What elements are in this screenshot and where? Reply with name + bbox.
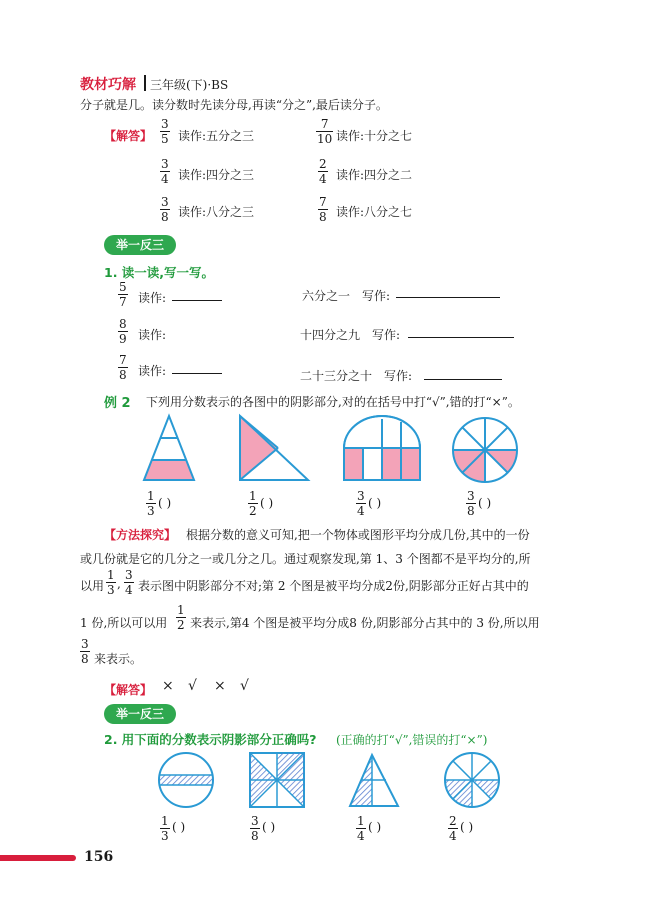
- figure-triangle-bands: [144, 416, 194, 480]
- ex1-chinese-2: 十四分之九: [300, 328, 361, 342]
- ex1-write-blank-2[interactable]: [408, 326, 514, 338]
- ex1-fraction-1: $\frac{5}{7}$: [119, 280, 127, 309]
- reading-text-3: 读作:四分之三: [178, 168, 255, 182]
- figure-circle-band: [159, 753, 213, 807]
- footer-red-bar: [0, 855, 76, 861]
- page-number: 156: [84, 849, 114, 865]
- exercise1-title: 1. 读一读,写一写。: [104, 265, 215, 280]
- figure-square-triangles: [250, 753, 304, 807]
- ex2-paren-2[interactable]: ( ): [260, 496, 274, 510]
- ex3-fraction-3: $\frac{1}{4}$: [357, 814, 365, 843]
- reading-text-4: 读作:四分之二: [336, 168, 413, 182]
- ex1-write-label-3: 写作:: [384, 369, 413, 383]
- reading-fraction-6: $\frac{7}{8}$: [319, 195, 327, 224]
- method-line-2: 或几份就是它的几分之一或几分之几。通过观察发现,第 1、3 个图都不是平均分的,所: [80, 552, 531, 566]
- ex1-fraction-3: $\frac{7}{8}$: [119, 353, 127, 382]
- ex1-write-blank-1[interactable]: [396, 286, 500, 298]
- header-divider: [144, 75, 146, 91]
- ex3-fraction-2: $\frac{3}{8}$: [251, 814, 259, 843]
- reading-fraction-4: $\frac{2}{4}$: [319, 157, 327, 186]
- answer2-mark-4: √: [240, 678, 249, 694]
- answer2-mark-3: ×: [214, 678, 226, 694]
- ex3-paren-4[interactable]: ( ): [460, 820, 474, 834]
- example2-figures: [130, 410, 540, 490]
- practice-badge-1: 举一反三: [104, 235, 176, 255]
- reading-text-6: 读作:八分之七: [336, 205, 413, 219]
- method-line-4-pre: 1 份,所以可以用: [80, 616, 168, 630]
- figure-triangle-split: [350, 755, 398, 806]
- exercise2-title: 2. 用下面的分数表示阴影部分正确吗?: [104, 732, 317, 747]
- reading-fraction-5: $\frac{3}{8}$: [161, 195, 169, 224]
- answer2-mark-1: ×: [162, 678, 174, 694]
- reading-text-2: 读作:十分之七: [336, 129, 413, 143]
- ex1-write-label-2: 写作:: [372, 328, 401, 342]
- reading-fraction-2: $\frac{7}{10}$: [317, 117, 333, 146]
- example2-label: 例 2: [104, 396, 131, 411]
- ex1-read-blank-1[interactable]: [172, 289, 222, 301]
- ex1-fraction-2: $\frac{8}{9}$: [119, 317, 127, 346]
- answer2-mark-2: √: [188, 678, 197, 694]
- answer2-label: 【解答】: [104, 683, 153, 697]
- method-line-4-post: 来表示,第4 个图是被平均分成8 份,阴影部分占其中的 3 份,所以用: [190, 616, 540, 630]
- method-fraction-3: $\frac{1}{2}$: [177, 603, 185, 632]
- ex3-fraction-1: $\frac{1}{3}$: [161, 814, 169, 843]
- figure-circle-eighths: [453, 418, 517, 482]
- ex1-chinese-1: 六分之一: [302, 289, 351, 303]
- ex2-fraction-1: $\frac{1}{3}$: [147, 489, 155, 518]
- ex3-fraction-4: $\frac{2}{4}$: [449, 814, 457, 843]
- ex1-chinese-3: 二十三分之十: [300, 369, 373, 383]
- method-fraction-4: $\frac{3}{8}$: [81, 637, 89, 666]
- book-title: 教材巧解: [80, 77, 136, 93]
- book-subtitle: 三年级(下)·BS: [150, 78, 229, 92]
- method-comma: ,: [117, 577, 121, 591]
- method-line-1: 根据分数的意义可知,把一个物体或图形平均分成几份,其中的一份: [186, 528, 530, 542]
- figure-arch: [344, 416, 420, 480]
- method-fraction-2: $\frac{3}{4}$: [125, 568, 133, 597]
- ex2-paren-3[interactable]: ( ): [368, 496, 382, 510]
- ex1-read-label-3: 读作:: [138, 364, 167, 378]
- figure-right-triangle: [240, 416, 308, 480]
- example2-question: 下列用分数表示的各图中的阴影部分,对的在括号中打“√”,错的打“×”。: [146, 395, 520, 409]
- ex1-write-label-1: 写作:: [362, 289, 391, 303]
- method-fraction-1: $\frac{1}{3}$: [107, 568, 115, 597]
- ex2-paren-1[interactable]: ( ): [158, 496, 172, 510]
- ex1-read-blank-3[interactable]: [172, 362, 222, 374]
- reading-fraction-1: $\frac{3}{5}$: [161, 117, 169, 146]
- exercise2-figures: [150, 750, 510, 810]
- reading-text-1: 读作:五分之三: [178, 129, 255, 143]
- answer-label: 【解答】: [104, 129, 153, 143]
- method-line-3-post: 表示图中阴影部分不对;第 2 个图是被平均分成2份,阴影部分正好占其中的: [138, 579, 529, 593]
- ex2-fraction-2: $\frac{1}{2}$: [249, 489, 257, 518]
- figure-circle-quarters: [445, 753, 499, 807]
- ex2-paren-4[interactable]: ( ): [478, 496, 492, 510]
- intro-text: 分子就是几。读分数时先读分母,再读“分之”,最后读分子。: [80, 98, 388, 112]
- ex3-paren-3[interactable]: ( ): [368, 820, 382, 834]
- ex2-fraction-4: $\frac{3}{8}$: [467, 489, 475, 518]
- ex2-fraction-3: $\frac{3}{4}$: [357, 489, 365, 518]
- ex3-paren-1[interactable]: ( ): [172, 820, 186, 834]
- method-line-5: 来表示。: [94, 652, 143, 666]
- practice-badge-2: 举一反三: [104, 704, 176, 724]
- method-label: 【方法探究】: [104, 528, 177, 542]
- ex1-read-label-1: 读作:: [138, 291, 167, 305]
- ex1-read-label-2: 读作:: [138, 328, 167, 342]
- exercise2-note: (正确的打“√”,错误的打“×”): [336, 733, 488, 747]
- reading-fraction-3: $\frac{3}{4}$: [161, 157, 169, 186]
- method-line-3-pre: 以用: [80, 579, 105, 593]
- reading-text-5: 读作:八分之三: [178, 205, 255, 219]
- ex1-write-blank-3[interactable]: [424, 368, 502, 380]
- ex3-paren-2[interactable]: ( ): [262, 820, 276, 834]
